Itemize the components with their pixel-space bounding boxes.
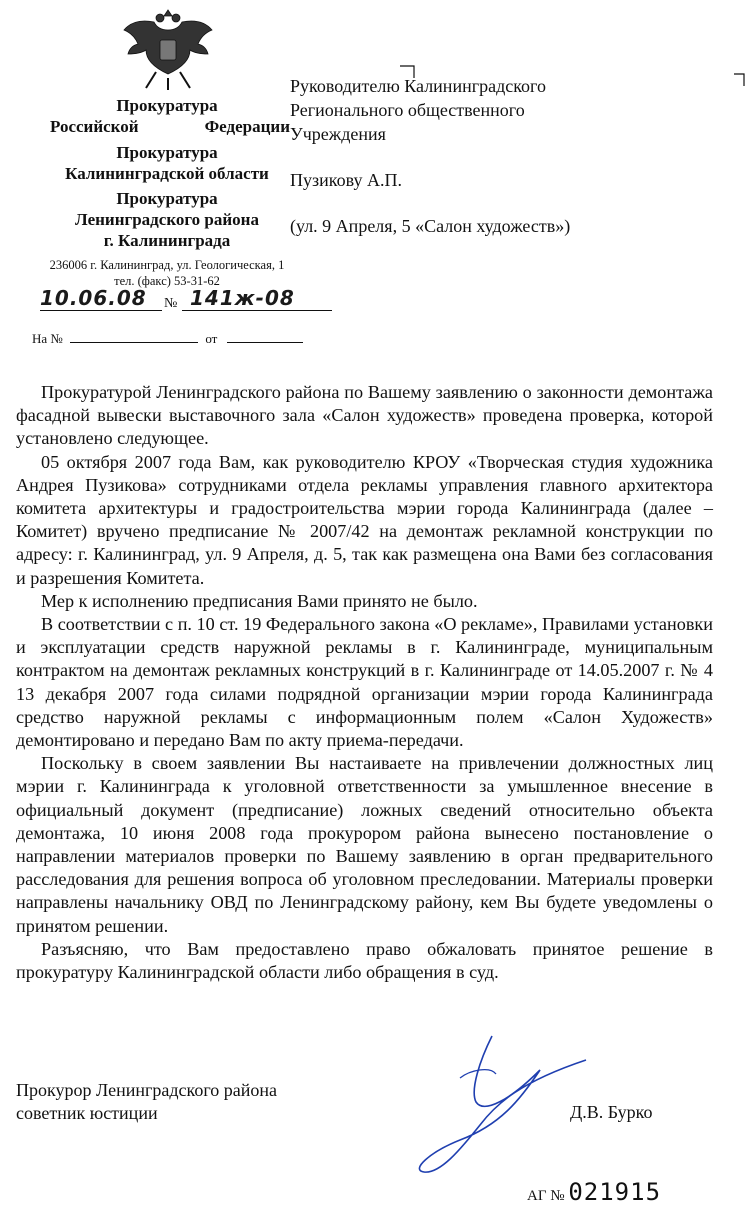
body-paragraph: Разъясняю, что Вам предоставлено право обжаловать принятое решение в прокуратуру Калининградской области либо обращения в суд.: [16, 938, 713, 983]
corner-mark: [734, 72, 748, 88]
number-label: №: [164, 296, 178, 311]
header-line: Российской: [50, 117, 139, 136]
body-paragraph: 05 октября 2007 года Вам, как руководителю КРОУ «Творческая студия художника Андрея Пузикова» сотрудниками отдела рекламы управления главного архитектора комитета архитектуры и градостроительства мэрии города Калининграда (далее – Комитет) вручено предписание № 2007/42 на демонтаж рекламной конструкции по адресу: г. Калининград, ул. 9 Апреля, д. 5, так как размещена она Вами без согласования и разрешения Комитета.: [16, 451, 713, 588]
outgoing-date: 10.06.08: [40, 286, 147, 310]
header-line: Прокуратура: [116, 189, 218, 208]
letter-body: [16, 381, 713, 984]
addressee-block: [290, 74, 570, 238]
addressee-address: (ул. 9 Апреля, 5 «Салон художеств»): [290, 216, 571, 236]
sender-phone: тел. (факс) 53-31-62: [114, 274, 220, 288]
form-serial: [527, 1178, 661, 1206]
form-serial-number: 021915: [568, 1178, 662, 1206]
handwritten-signature: [400, 1030, 590, 1180]
addressee-name: Пузикову А.П.: [290, 170, 402, 190]
outgoing-number: 141ж-08: [190, 286, 295, 310]
header-line: Федерации: [204, 117, 290, 136]
signatory-title: [16, 1079, 277, 1125]
outgoing-number-line: [40, 286, 340, 316]
signatory-position: Прокурор Ленинградского района: [16, 1080, 277, 1100]
signatory-name: Д.В. Бурко: [570, 1102, 653, 1122]
reference-date-label: от: [205, 331, 218, 346]
body-paragraph: Мер к исполнению предписания Вами принято не было.: [41, 590, 478, 611]
form-series-label: АГ №: [527, 1188, 565, 1204]
header-line: Прокуратура: [116, 143, 218, 162]
sender-address: 236006 г. Калининград, ул. Геологическая, 1: [49, 258, 285, 272]
body-paragraph: Поскольку в своем заявлении Вы настаиваете на привлечении должностных лиц мэрии г. Калининграда к уголовной ответственности за умышленное внесение в официальный документ (предписание) ложных сведений относительно объекта демонтажа, 10 июня 2008 года прокурором района вынесено постановление о направлении материалов проверки по Вашему заявлению в орган предварительного расследования для решения вопроса об уголовном преследовании. Материалы проверки направлены начальнику ОВД по Ленинградскому району, кем Вы будете уведомлены о принятом решении.: [16, 753, 713, 936]
body-paragraph: В соответствии с п. 10 ст. 19 Федерального закона «О рекламе», Правилами установки и эксплуатации средств наружной рекламы в г. Калининграде, муниципальным контрактом на демонтаж рекламных конструкций в г. Калининграде от 14.05.2007 г. № 4 13 декабря 2007 года силами подрядной организации мэрии города Калининграда средство наружной рекламы с информационным полем «Салон Художеств» демонтировано и передано Вам по акту приема-передачи.: [16, 614, 713, 751]
addressee-line: Руководителю Калининградского: [290, 76, 546, 96]
signatory-rank: советник юстиции: [16, 1103, 158, 1123]
addressee-line: Учреждения: [290, 124, 386, 144]
addressee-line: Регионального общественного: [290, 100, 525, 120]
coat-of-arms-emblem: [120, 6, 216, 92]
sender-header: [28, 95, 306, 289]
reference-line: [32, 331, 303, 347]
header-line: Калининградской области: [65, 164, 269, 183]
reference-number-label: На №: [32, 331, 63, 346]
header-line: Прокуратура: [116, 96, 218, 115]
body-paragraph: Прокуратурой Ленинградского района по Вашему заявлению о законности демонтажа фасадной вывески выставочного зала «Салон художеств» проведена проверка, которой установлено следующее.: [16, 382, 713, 449]
header-line: Ленинградского района: [75, 210, 259, 229]
header-line: г. Калининграда: [103, 231, 231, 250]
